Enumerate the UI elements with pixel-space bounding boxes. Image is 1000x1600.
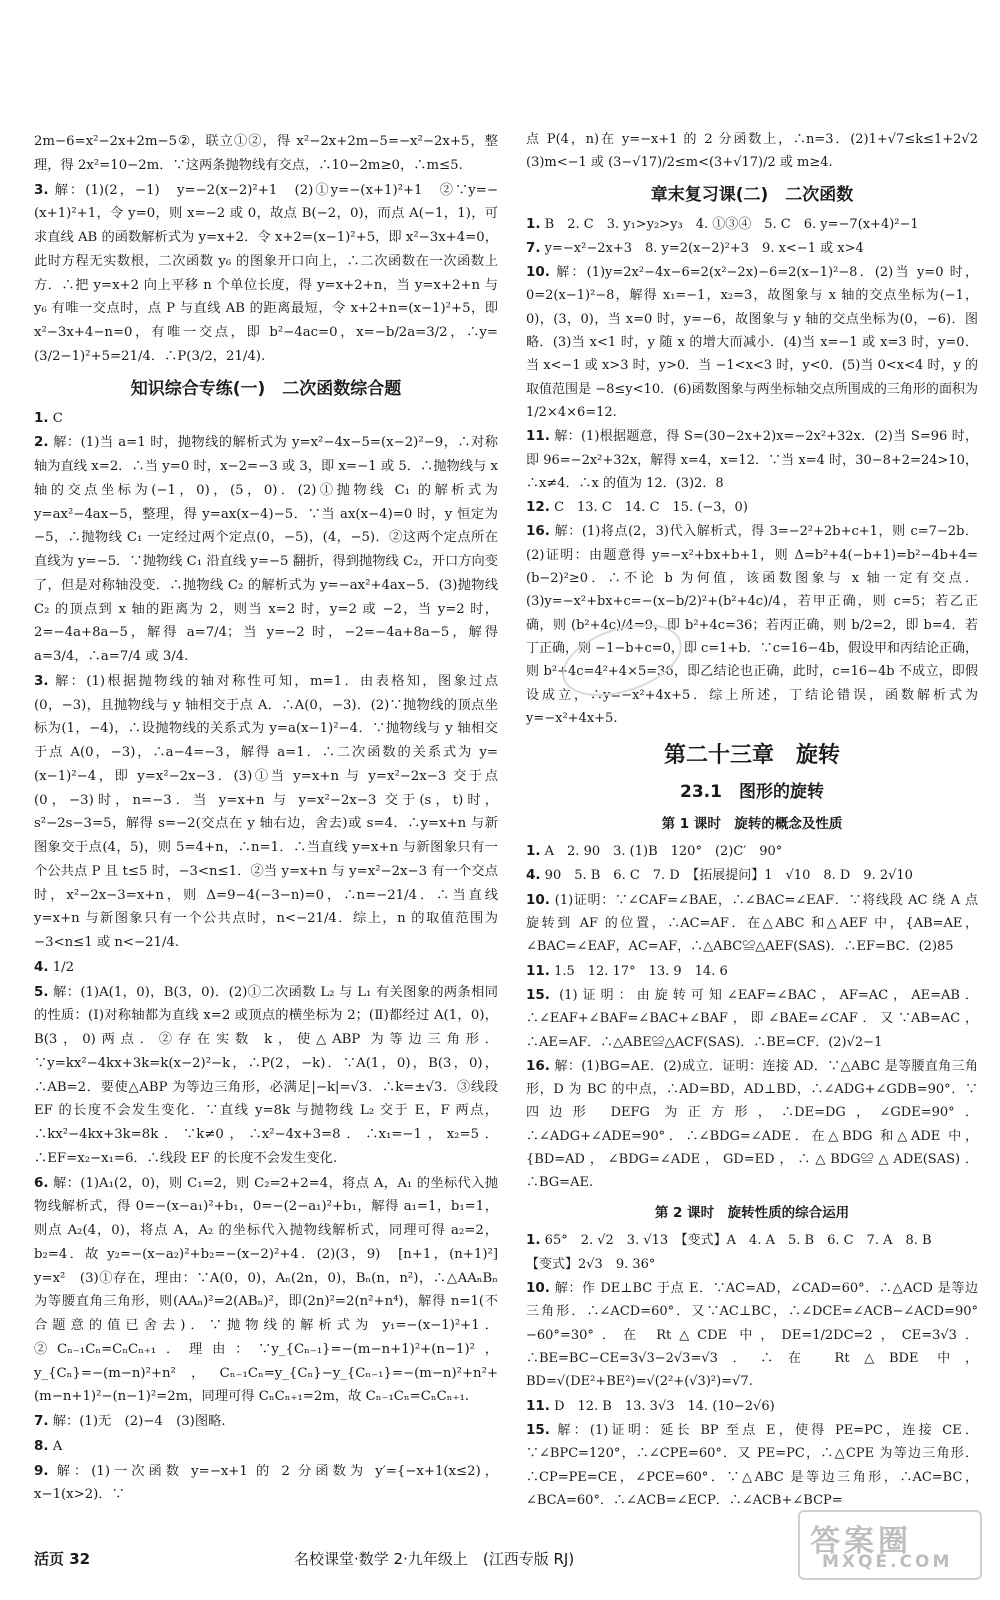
answer-item <box>526 261 983 424</box>
answer-text: 解：(1)无 (2)−4 (3)图略. <box>52 1414 226 1429</box>
answer-item <box>526 840 978 863</box>
answer-text: 解：(1)BG=AE．(2)成立．证明：连接 AD．∵△ABC 是等腰直角三角形，D 为 BC 的中点，∴AD=BD，AD⊥BD，∴∠ADG+∠GDB=90°．∵四边形 DEFG 为正方形，∴DE=DG，∠GDE=90°．∴∠ADG+∠ADE=90°．∴∠BDG=∠ADE．在△BDG 和△ADE 中，{BD=AD，∠BDG=∠ADE，GD=ED，∴△BDG≌△ADE(SAS)．∴BG=AE. <box>526 1058 978 1191</box>
section-heading: 章末复习课(二) 二次函数 <box>650 184 854 205</box>
section-heading: 23.1 图形的旋转 <box>680 782 824 803</box>
answer-text: y=−x²−2x+3 8. y=2(x−2)²+3 9. x<−1 或 x>4 <box>544 240 864 256</box>
question-number: 12. <box>526 499 550 516</box>
question-number: 7. <box>526 239 541 256</box>
site-watermark <box>798 1510 982 1580</box>
answer-text: A 2. 90 3. (1)B 120° (2)C′ 90° <box>544 844 783 860</box>
answer-item <box>34 1172 512 1410</box>
answer-text: C 13. C 14. C 15. (−3，0) <box>554 500 748 516</box>
answer-item <box>526 1253 978 1276</box>
section-heading: 第 1 课时 旋转的概念及性质 <box>661 816 843 833</box>
left-column <box>34 130 512 1508</box>
answer-item <box>526 1277 978 1393</box>
answer-text: 解：(1)证明：延长 BP 至点 E，使得 PE=PC，连接 CE．∵∠BPC=120°，∴∠CPE=60°．又 PE=PC，∴△CPE 为等边三角形．∴CP=PE=CE，∠PCE=60°．∵△ABC 是等边三角形，∴AC=BC，∠BCA=60°．∴∠ACB=∠ECP．∴∠ACB+∠BCP= <box>526 1422 978 1508</box>
answer-item <box>34 981 503 1171</box>
answer-item <box>34 670 503 955</box>
question-number: 3. <box>34 672 49 689</box>
question-number: 5. <box>34 983 49 1000</box>
question-number: 4. <box>34 958 49 975</box>
question-number: 11. <box>526 962 550 979</box>
page-number: 活页 32 <box>34 1550 91 1568</box>
answer-item <box>526 1055 978 1195</box>
question-number: 8. <box>34 1437 49 1454</box>
answer-text: D 12. B 13. 3√3 14. (10−2√6) <box>554 1398 775 1414</box>
answer-item <box>526 213 978 236</box>
answer-item <box>34 407 498 431</box>
answer-item <box>34 1410 498 1434</box>
answer-text: 解：(1)根据题意，得 S=(30−2x+2)x=−2x²+32x．(2)当 S=96 时，即 96=−2x²+32x，解得 x=4，x=12．∵当 x=4 时，30−8+2=24>10，∴x≠4．∴x 的值为 12．(3)2．8 <box>526 429 979 491</box>
answer-text: 解：(1)(2，−1) y=−2(x−2)²+1 (2)①y=−(x+1)²+1 ②∵y=−(x+1)²+1，令 y=0，则 x=−2 或 0，故点 B(−2，0)，而点 A(−1，1)，可求直线 AB 的函数解析式为 y=x+2．令 x+2=(x−1)²+5，即 x²−3x+4=0，此时方程无实数根，二次函数 y₆ 的图象开口向上，∴二次函数在一次函数上方．∴把 y=x+2 向上平移 n 个单位长度，得 y=x+2+n，当 y=x+2+n 与 y₆ 有唯一交点时，点 P 与直线 AB 的距离最短，令 x+2+n=(x−1)²+5，即 x²−3x+4−n=0，有唯一交点，即 b²−4ac=0，x=−b/2a=3/2，∴y=(3/2−1)²+5=21/4．∴P(3/2，21/4). <box>34 182 503 364</box>
answer-item <box>526 425 978 495</box>
answer-text: 【变式】2√3 9. 36° <box>526 1256 656 1272</box>
question-number: 2. <box>34 434 49 451</box>
watermark-sub: MXQE.COM <box>822 1552 953 1572</box>
answer-item <box>526 889 978 959</box>
question-number: 15. <box>526 1421 550 1438</box>
answer-text: 65° 2. √2 3. √13 【变式】A 4. A 5. B 6. C 7. A 8. B <box>544 1232 932 1248</box>
answer-item <box>34 179 503 369</box>
answer-item <box>34 1460 498 1508</box>
answer-item <box>526 864 978 887</box>
answer-item <box>526 128 992 175</box>
answer-item <box>34 1435 498 1459</box>
question-number: 1. <box>34 409 49 426</box>
answer-item <box>34 130 498 178</box>
watermark-main: 答案圈 <box>810 1524 912 1559</box>
answer-item <box>526 960 978 983</box>
question-number: 15. <box>526 986 550 1003</box>
question-number: 10. <box>526 264 550 281</box>
question-number: 11. <box>526 428 550 445</box>
answer-item <box>526 237 978 260</box>
question-number: 1. <box>526 215 541 232</box>
question-number: 6. <box>34 1174 49 1191</box>
question-number: 3. <box>34 181 49 198</box>
answer-item <box>526 520 983 730</box>
answer-text: 解：(1)y=2x²−4x−6=2(x²−2x)−6=2(x−1)²−8．(2)当 y=0 时，0=2(x−1)²−8，解得 x₁=−1，x₂=3，故图象与 x 轴的交点坐标为(−1，0)，(3，0)，当 x=0 时，y=−6，故图象与 y 轴的交点坐标为(0，−6)．图略．(3)当 x<1 时，y 随 x 的增大而减小．(4)当 x=−1 或 x=3 时，y=0．当 x<−1 或 x>3 时，y>0．当 −1<x<3 时，y<0．(5)当 0<x<4 时，y 的取值范围是 −8≤y<10．(6)函数图象与两坐标轴交点所围成的三角形的面积为 1/2×4×6=12. <box>526 265 983 420</box>
answer-text: 解：(1)A(1，0)，B(3，0)．(2)①二次函数 L₂ 与 L₁ 有关图象的两条相同的性质：(Ⅰ)对称轴都为直线 x=2 或顶点的横坐标为 2；(Ⅱ)都经过 A(1，0)，B(3，0)两点．②存在实数 k，使△ABP 为等边三角形．∵y=kx²−4kx+3k=k(x−2)²−k，∴P(2，−k)．∵A(1，0)，B(3，0)，∴AB=2．要使△ABP 为等边三角形，必满足|−k|=√3．∴k=±√3．③线段 EF 的长度不会发生变化．∵直线 y=8k 与抛物线 L₂ 交于 E，F 两点，∴kx²−4kx+3k=8k．∵k≠0，∴x²−4x+3=8．∴x₁=−1，x₂=5．∴EF=x₂−x₁=6．∴线段 EF 的长度不会发生变化. <box>34 984 503 1166</box>
answer-text: (1)证明：由旋转可知∠EAF=∠BAC，AF=AC，AE=AB．∴∠EAF+∠BAF=∠BAC+∠BAF，即∠BAE=∠CAF．又∵AB=AC，∴AE=AF．∴△ABE≌△ACF(SAS)．∴BE=CF．(2)√2−1 <box>526 987 978 1050</box>
question-number: 10. <box>526 891 550 908</box>
answer-text: 解：(1)一次函数 y=−x+1 的 2 分函数为 y′={−x+1(x≤2)，x−1(x>2)．∵ <box>34 1463 498 1503</box>
question-number: 11. <box>526 1397 550 1414</box>
answer-text: 1/2 <box>52 959 75 975</box>
section-heading: 第二十三章 旋转 <box>663 743 840 769</box>
section-heading: 第 2 课时 旋转性质的综合运用 <box>654 1204 850 1221</box>
question-number: 16. <box>526 1057 550 1074</box>
question-number: 9. <box>34 1462 49 1479</box>
answer-item <box>34 431 503 669</box>
answer-text: 1.5 12. 17° 13. 9 14. 6 <box>554 963 728 979</box>
answer-item <box>34 956 498 980</box>
book-info: 名校课堂·数学 2·九年级上 (江西专版 RJ) <box>294 1550 575 1568</box>
right-column <box>526 128 992 1513</box>
answer-text: 点 P(4，n)在 y=−x+1 的 2 分函数上，∴n=3．(2)1+√7≤k≤1+2√2 (3)m<−1 或 (3−√17)/2≤m<(3+√17)/2 或 m≥4. <box>526 132 992 171</box>
answer-text: C <box>52 410 63 426</box>
answer-text: 解：(1)当 a=1 时，抛物线的解析式为 y=x²−4x−5=(x−2)²−9，∴对称轴为直线 x=2．∴当 y=0 时，x−2=−3 或 3，即 x=−1 或 5．∴抛物线与 x 轴的交点坐标为(−1，0)，(5，0)．(2)①抛物线 C₁ 的解析式为 y=ax²−4ax−5，整理，得 y=ax(x−4)−5．∵当 ax(x−4)=0 时，y 恒定为 −5，∴抛物线 C₁ 一定经过两个定点(0，−5)，(4，−5)．②这两个定点所在直线为 y=−5．∵抛物线 C₁ 沿直线 y=−5 翻折，得到抛物线 C₂，开口方向变了，但是对称轴没变．∴抛物线 C₂ 的解析式为 y=−ax²+4ax−5．(3)抛物线 C₂ 的顶点到 x 轴的距离为 2，则当 x=2 时，y=2 或 −2，当 y=2 时，2=−4a+8a−5，解得 a=7/4；当 y=−2 时，−2=−4a+8a−5，解得 a=3/4，∴a=7/4 或 3/4. <box>34 435 503 664</box>
section-heading: 知识综合专练(一) 二次函数综合题 <box>130 378 402 399</box>
answer-text: 90 5. B 6. C 7. D 【拓展提问】1 √10 8. D 9. 2√10 <box>544 868 913 884</box>
answer-text: 解：(1)A₁(2，0)，则 C₁=2，则 C₂=2+2=4，将点 A，A₁ 的坐标代入抛物线解析式，得 0=−(x−a₁)²+b₁，0=−(2−a₁)²+b₁，解得 a₁=1，b₁=1，则点 A₂(4，0)，将点 A，A₂ 的坐标代入抛物线解析式，同理可得 a₂=2，b₂=4．故 y₂=−(x−a₂)²+b₂=−(x−2)²+4．(2)(3，9) [n+1，(n+1)²] y=x² (3)①存在，理由：∵A(0，0)，Aₙ(2n，0)，Bₙ(n，n²)，∴△AAₙBₙ 为等腰直角三角形，则(AAₙ)²=2(ABₙ)²，即(2n)²=2(n²+n⁴)，解得 n=1(不合题意的值已舍去)．∵抛物线的解析式为 y₁=−(x−1)²+1．②Cₙ₋₁Cₙ=CₙCₙ₊₁．理由：∵y_{Cₙ₋₁}=−(m−n+1)²+(n−1)²，y_{Cₙ}=−(m−n)²+n²，Cₙ₋₁Cₙ=y_{Cₙ}−y_{Cₙ₋₁}=−(m−n)²+n²+(m−n+1)²−(n−1)²=2m，同理可得 CₙCₙ₊₁=2m，故 Cₙ₋₁Cₙ=CₙCₙ₊₁. <box>34 1175 512 1405</box>
answer-item <box>526 496 978 519</box>
answer-item <box>526 1229 978 1252</box>
question-number: 1. <box>526 1231 541 1248</box>
answer-text: A <box>52 1438 63 1454</box>
answer-item <box>526 1395 978 1418</box>
answer-item <box>526 984 978 1054</box>
answer-text: 解：作 DE⊥BC 于点 E．∵AC=AD，∠CAD=60°．∴△ACD 是等边三角形．∴∠ACD=60°．又∵AC⊥BC，∴∠DCE=∠ACB−∠ACD=90°−60°=30°．在 Rt△CDE 中，DE=1/2DC=2，CE=3√3．∴BE=BC−CE=3√3−2√3=√3．∴在 Rt△BDE 中，BD=√(DE²+BE²)=√(2²+(√3)²)=√7. <box>526 1281 978 1390</box>
question-number: 7. <box>34 1413 49 1429</box>
answer-text: 2m−6=x²−2x+2m−5②，联立①②，得 x²−2x+2m−5=−x²−2x+5，整理，得 2x²=10−2m．∵这两条抛物线有交点，∴10−2m≥0，∴m≤5. <box>34 134 498 173</box>
answer-item <box>526 1419 978 1512</box>
question-number: 16. <box>526 523 550 540</box>
question-number: 1. <box>526 843 541 860</box>
answer-text: B 2. C 3. y₁>y₂>y₃ 4. ①③④ 5. C 6. y=−7(x+4)²−1 <box>544 216 919 232</box>
answer-text: (1)证明：∵∠CAF=∠BAE，∴∠BAC=∠EAF．∵将线段 AC 绕 A 点旋转到 AF 的位置，∴AC=AF．在△ABC 和△AEF 中，{AB=AE，∠BAC=∠EAF，AC=AF，∴△ABC≌△AEF(SAS)．∴EF=BC．(2)85 <box>526 892 978 955</box>
question-number: 10. <box>526 1280 550 1297</box>
question-number: 4. <box>526 867 541 884</box>
answer-text: 解：(1)根据抛物线的轴对称性可知，m=1．由表格知，图象过点(0，−3)，且抛物线与 y 轴相交于点 A．∴A(0，−3)．(2)∵抛物线的顶点坐标为(1，−4)，∴设抛物线的关系式为 y=a(x−1)²−4．∵抛物线与 y 轴相交于点 A(0，−3)，∴a−4=−3，解得 a=1．∴二次函数的关系式为 y=(x−1)²−4，即 y=x²−2x−3．(3)①当 y=x+n 与 y=x²−2x−3 交于点(0，−3)时，n=−3．当 y=x+n 与 y=x²−2x−3 交于(s，t)时，s²−2s−3=5，解得 s=−2(交点在 y 轴右边，舍去)或 s=4．∴y=x+n 与新图象交于点(4，5)，则 5=4+n，∴n=1．∴当直线 y=x+n 与新图象只有一个公共点 P 且 t≤5 时，−3<n≤1．②当 y=x+n 与 y=x²−2x−3 有一个交点时，x²−2x−3=x+n，则 Δ=9−4(−3−n)=0，∴n=−21/4．∴当直线 y=x+n 与新图象只有一个公共点时，n<−21/4．综上，n 的取值范围为 −3<n≤1 或 n<−21/4. <box>34 673 503 950</box>
answer-text: 解：(1)将点(2，3)代入解析式，得 3=−2²+2b+c+1，则 c=7−2b．(2)证明：由题意得 y=−x²+bx+b+1，则 Δ=b²+4(−b+1)=b²−4b+4=(b−2)²≥0．∴不论 b 为何值，该函数图象与 x 轴一定有交点．(3)y=−x²+bx+c=−(x−b/2)²+(b²+4c)/4，若甲正确，则 c=5；若乙正确，则 (b²+4c)/4=9，即 b²+4c=36；若丙正确，则 b/2=2，即 b=4．若丁正确，则 −1−b+c=0，即 c=1+b．∵c=16−4b，假设甲和丙结论正确，则 b²+4c=4²+4×5=36，即乙结论也正确，此时，c=16−4b 不成立，即假设成立，∴y=−x²+4x+5．综上所述，丁结论错误，函数解析式为 y=−x²+4x+5. <box>526 524 983 726</box>
